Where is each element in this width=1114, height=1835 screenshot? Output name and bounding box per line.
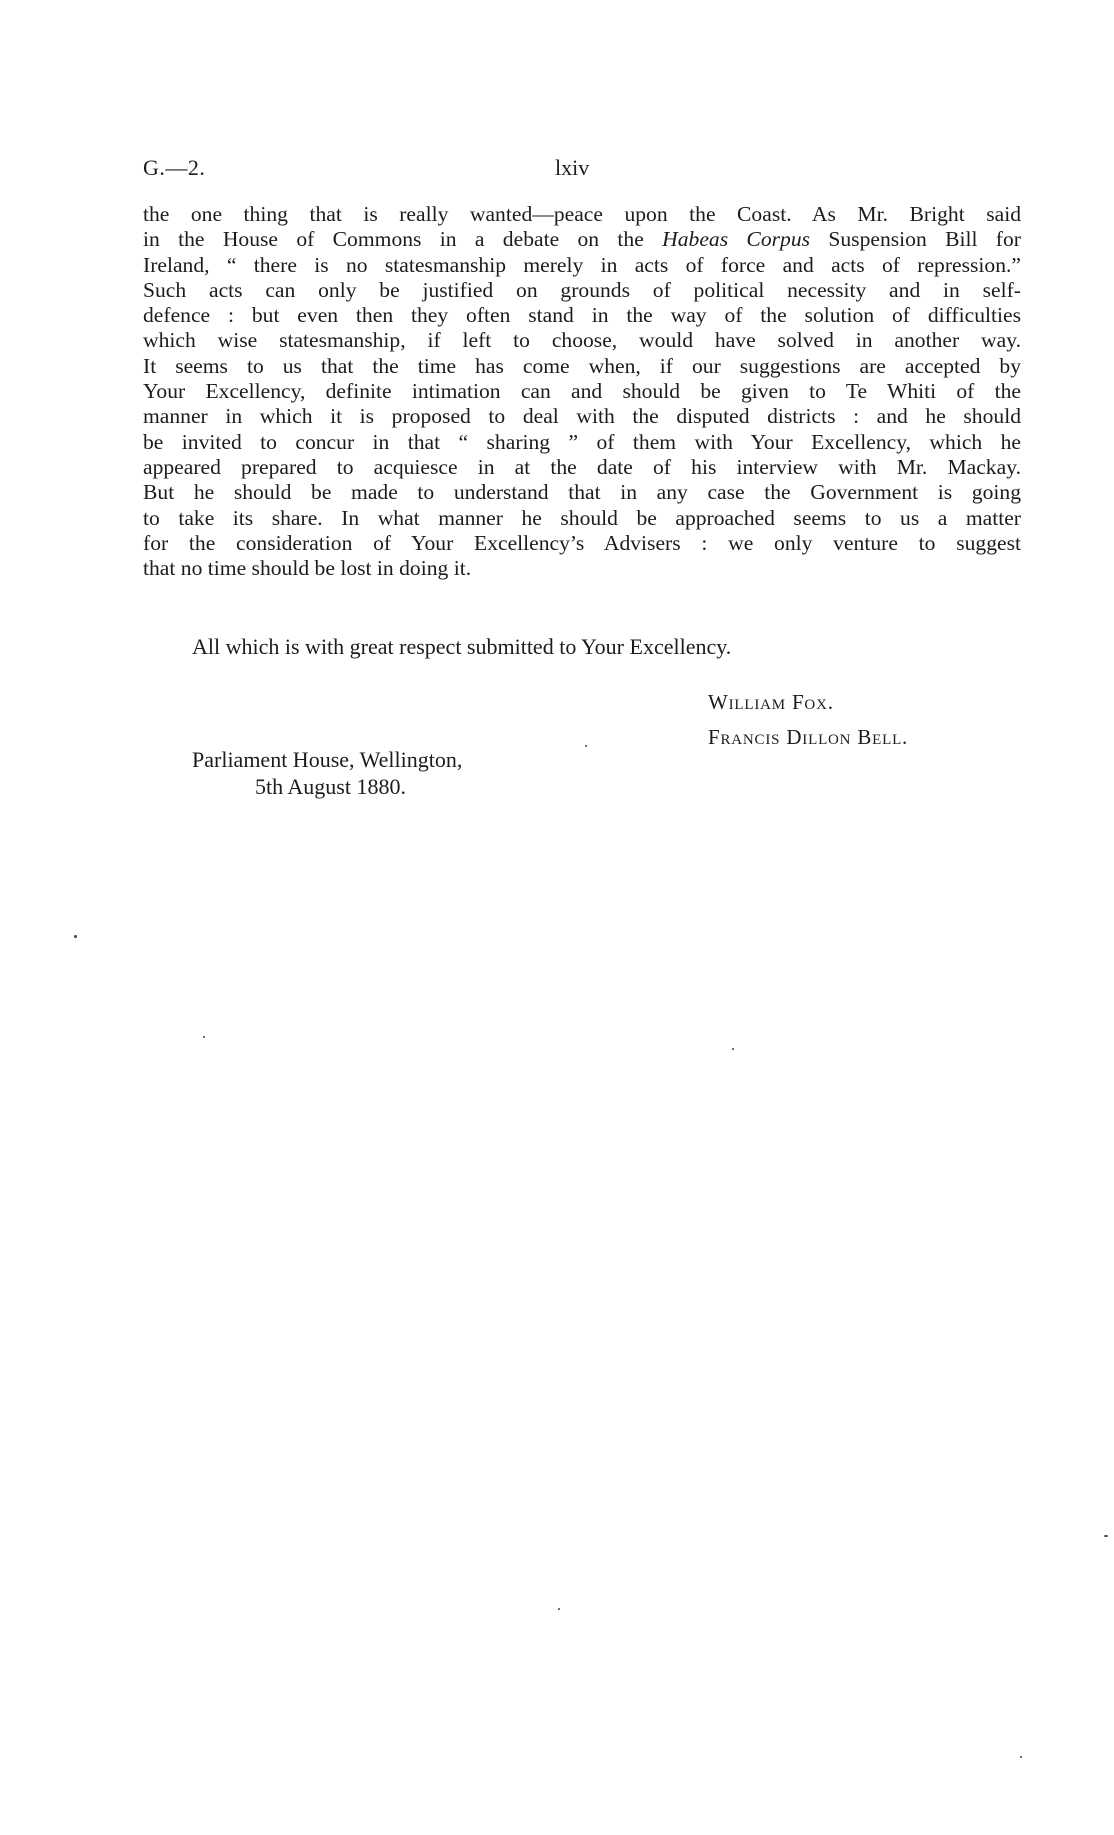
page-number: lxiv [555, 155, 590, 180]
scan-speck [1020, 1756, 1022, 1758]
text-line: to take its share. In what manner he should be approached seems to us a matter [143, 505, 1021, 530]
text-line: for the consideration of Your Excellency’s Advisers : we only venture to suggest [143, 530, 1021, 555]
text-line: which wise statesmanship, if left to choose, would have solved in another way. [143, 328, 1021, 353]
text-line: defence : but even then they often stand in the way of the solution of difficulties [143, 303, 1021, 328]
text-line: appeared prepared to acquiesce in at the date of his interview with Mr. Mackay. [143, 454, 1021, 479]
text-line: that no time should be lost in doing it. [143, 556, 472, 581]
text-segment: Suspension Bill for [810, 227, 1021, 252]
place-line: Parliament House, Wellington, [192, 747, 463, 772]
body-paragraph [143, 202, 1021, 581]
document-reference: G.—2. [143, 155, 206, 180]
scan-speck [732, 1048, 734, 1050]
text-line: It seems to us that the time has come when, if our suggestions are accepted by [143, 353, 1021, 378]
scan-speck [558, 1608, 560, 1610]
text-line: Such acts can only be justified on grounds of political necessity and in self- [143, 277, 1021, 302]
date-line: 5th August 1880. [255, 774, 406, 799]
scan-speck [74, 935, 77, 938]
text-line: But he should be made to understand that in any case the Government is going [143, 480, 1021, 505]
text-line: Ireland, “ there is no statesmanship merely in acts of force and acts of repression.” [143, 252, 1021, 277]
text-line: the one thing that is really wanted—peace upon the Coast. As Mr. Bright said [143, 202, 1021, 226]
scan-speck [1104, 1535, 1108, 1537]
closing-statement: All which is with great respect submitted to Your Excellency. [192, 634, 732, 659]
text-line: Your Excellency, definite intimation can and should be given to Te Whiti of the [143, 379, 1021, 404]
text-line: be invited to concur in that “ sharing ” of them with Your Excellency, which he [143, 429, 1021, 454]
signatory: Francis Dillon Bell. [708, 725, 909, 749]
signatory: William Fox. [708, 690, 834, 714]
italic-term: Habeas Corpus [662, 227, 811, 252]
text-line [143, 227, 1021, 252]
scan-speck [585, 745, 587, 747]
scan-speck [203, 1036, 205, 1038]
place-and-date [192, 746, 462, 800]
text-segment: in the House of Commons in a debate on the [143, 227, 663, 252]
text-line: manner in which it is proposed to deal with the disputed districts : and he should [143, 404, 1021, 429]
